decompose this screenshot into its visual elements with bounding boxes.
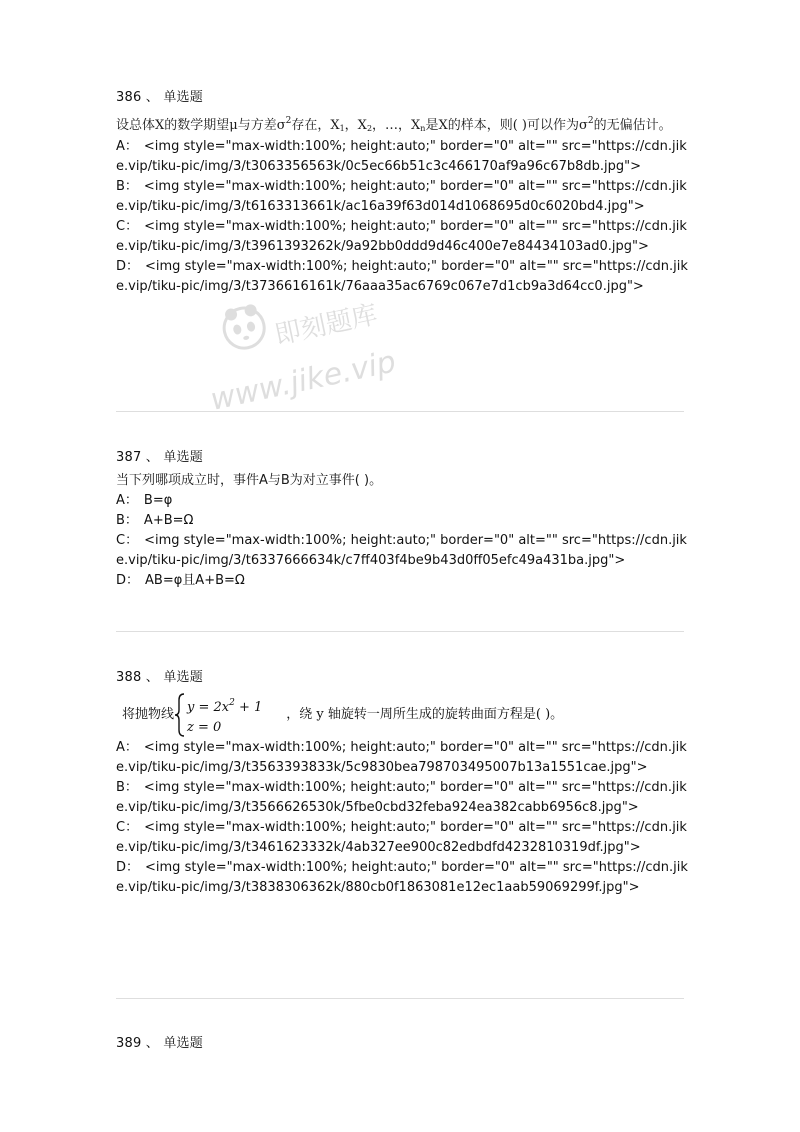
question-header [116,448,688,468]
option-text: B=φ [143,493,173,508]
stem-text: 存在，X [291,118,340,133]
question-separator: 、 [145,670,159,685]
left-brace-icon [174,692,186,738]
option-d [116,257,688,297]
question-389 [116,1034,688,1054]
stem-text: 的无偏估计。 [593,118,672,133]
question-type: 单选题 [163,90,203,105]
option-label: B： [116,179,138,194]
question-number: 388 [116,670,142,685]
option-text: <img style="max-width:100%; height:auto;" border="0" alt="" src="https://cdn.jike.vip/tiku-pic/img/3/t3961393262k/9a92bb0ddd9d46c400e7e84434103ad0.jpg"> [116,219,687,254]
equation-line-1 [187,693,262,718]
option-text: <img style="max-width:100%; height:auto;" border="0" alt="" src="https://cdn.jike.vip/tiku-pic/img/3/t6163313661k/ac16a39f63d014d1068695d0c6020bd4.jpg"> [116,179,687,214]
option-text: <img style="max-width:100%; height:auto;" border="0" alt="" src="https://cdn.jike.vip/tiku-pic/img/3/t3063356563k/0c5ec66b51c3c466170af9a96c67b8db.jpg"> [116,139,687,174]
question-number: 386 [116,90,142,105]
option-text: AB=φ且A+B=Ω [145,573,245,588]
equation-text: + 1 [234,700,263,715]
question-387 [116,448,688,591]
option-d [116,858,688,898]
stem-subscript: 1 [339,124,345,133]
option-b [116,177,688,217]
question-type: 单选题 [163,670,203,685]
watermark-text-url: www.jike.vip [207,344,399,418]
stem-text: 设总体X的数学期望μ与方差σ [116,118,286,133]
stem-tail: ，绕 y 轴旋转一周所生成的旋转曲面方程是( )。 [286,707,564,722]
option-text: <img style="max-width:100%; height:auto;" border="0" alt="" src="https://cdn.jike.vip/tiku-pic/img/3/t3736616161k/76aaa35ac6769c067e7d1cb9a3d64cc0.jpg"> [116,259,688,294]
question-type: 单选题 [163,450,203,465]
stem-text: ，X [344,118,367,133]
option-text: <img style="max-width:100%; height:auto;" border="0" alt="" src="https://cdn.jike.vip/tiku-pic/img/3/t6337666634k/c7ff403f4be9b43d0ff05efc49a431ba.jpg"> [116,533,687,568]
question-separator: 、 [145,1036,159,1051]
option-label: C： [116,820,139,835]
option-c [116,818,688,858]
stem-text: 是X的样本，则( )可以作为σ [425,118,588,133]
option-label: C： [116,219,139,234]
panda-logo-icon [220,302,268,351]
question-type: 单选题 [163,1036,203,1051]
question-386 [116,88,688,297]
option-label: A： [116,493,138,508]
option-d [116,571,688,591]
question-stem: 当下列哪项成立时，事件A与B为对立事件( )。 [116,473,383,488]
watermark-graphic [205,292,425,427]
stem-text: ，…，X [372,118,421,133]
question-header [116,88,688,108]
divider [116,631,684,632]
question-number: 389 [116,1036,142,1051]
question-number: 387 [116,450,142,465]
equation-line-2: z = 0 [187,720,222,735]
option-text: <img style="max-width:100%; height:auto;" border="0" alt="" src="https://cdn.jike.vip/tiku-pic/img/3/t3838306362k/880cb0f1863081e12ec1aab59069299f.jpg"> [116,860,688,895]
question-separator: 、 [145,90,159,105]
question-header [116,668,688,688]
stem-subscript: 2 [366,124,373,133]
watermark [205,292,425,427]
stem-superscript: 2 [285,116,292,126]
option-a [116,491,688,511]
option-label: C： [116,533,139,548]
question-stem [116,113,688,137]
option-label: A： [116,740,138,755]
watermark-text-cn: 即刻题库 [272,299,381,351]
option-b [116,778,688,818]
option-label: D： [116,259,140,274]
option-a [116,137,688,177]
option-c [116,217,688,257]
question-header [116,1034,688,1054]
stem-lead: 将抛物线 [122,707,175,722]
equation-system [187,693,262,737]
option-c [116,531,688,571]
option-label: B： [116,513,138,528]
option-text: <img style="max-width:100%; height:auto;" border="0" alt="" src="https://cdn.jike.vip/tiku-pic/img/3/t3461623332k/4ab327ee900c82edbdfd4232810319df.jpg"> [116,820,687,855]
question-separator: 、 [145,450,159,465]
option-text: A+B=Ω [143,513,194,528]
equation-superscript: 2 [229,698,235,708]
divider [116,998,684,999]
option-label: A： [116,139,138,154]
option-b [116,511,688,531]
question-388 [116,668,688,898]
option-text: <img style="max-width:100%; height:auto;" border="0" alt="" src="https://cdn.jike.vip/tiku-pic/img/3/t3566626530k/5fbe0cbd32feba924ea382cabb6956c8.jpg"> [116,780,687,815]
option-text: <img style="max-width:100%; height:auto;" border="0" alt="" src="https://cdn.jike.vip/tiku-pic/img/3/t3563393833k/5c9830bea798703495007b13a1551cae.jpg"> [116,740,687,775]
option-a [116,738,688,778]
divider [116,411,684,412]
equation-text: y = 2x [187,700,230,715]
question-stem [116,692,688,738]
stem-subscript: n [420,124,426,133]
stem-superscript: 2 [587,116,594,126]
option-label: B： [116,780,138,795]
option-label: D： [116,860,140,875]
option-label: D： [116,573,140,588]
